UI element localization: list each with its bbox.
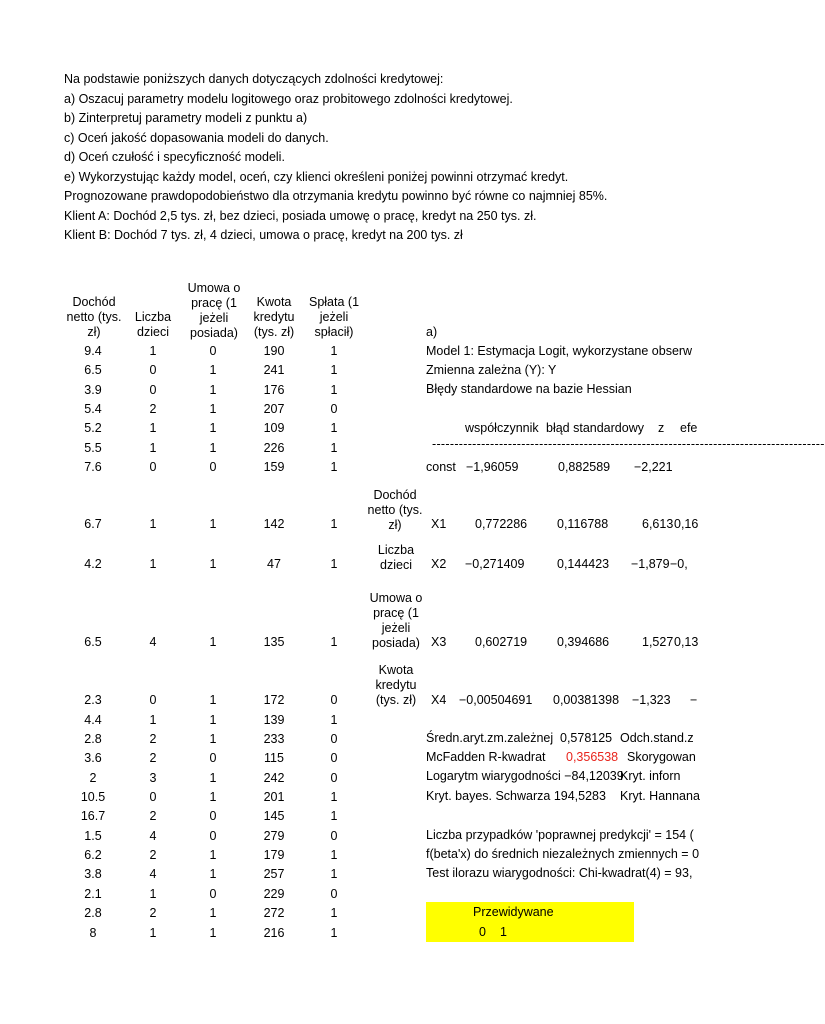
coef-const-value: −1,96059 [466,460,519,474]
table-cell: 159 [263,460,285,474]
table-cell: 216 [263,926,285,940]
table-cell: 145 [263,809,285,823]
table-cell: 4 [149,829,157,843]
table-cell: 1 [209,421,217,435]
coef-x3-se: 0,394686 [557,635,610,649]
table-cell: 1 [330,713,338,727]
table-cell: 0 [149,460,157,474]
stat-mean-value: 0,578125 [560,731,613,745]
table-cell: 1 [330,926,338,940]
coef-x3-value: 0,602719 [475,635,528,649]
intro-line: Klient A: Dochód 2,5 tys. zł, bez dzieci, posiada umowę o pracę, kredyt na 250 tys. zł. [64,208,537,223]
fbeta-line: f(beta'x) do średnich niezależnych zmiennych = 0 [426,847,700,861]
correct-predictions: Liczba przypadków 'poprawnej predykcji' = 154 ( [426,828,694,842]
coef-x1-name: X1 [431,517,447,531]
table-cell: 233 [263,732,285,746]
coef-x2-name: X2 [431,557,447,571]
model-output [426,0,825,1024]
table-cell: 257 [263,867,285,881]
table-cell: 0 [209,829,217,843]
col-coefficient: współczynnik [465,421,539,435]
table-cell: 1 [209,693,217,707]
stat-mcfadden-value: 0,356538 [566,750,619,764]
dependent-variable: Zmienna zależna (Y): Y [426,363,557,377]
intro-line: a) Oszacuj parametry modelu logitowego oraz probitowego zdolności kredytowej. [64,91,513,106]
table-cell: 6.5 [84,363,102,377]
table-cell: 1 [330,383,338,397]
coef-x1-se: 0,116788 [557,517,609,531]
label-x2: Liczba dzieci [377,543,415,572]
table-cell: 0 [149,363,157,377]
intro-line: e) Wykorzystując każdy model, oceń, czy klienci określeni poniżej powinni otrzymać kredyt. [64,169,569,184]
table-cell: 241 [263,363,285,377]
table-cell: 229 [263,887,285,901]
table-cell: 1 [330,421,338,435]
table-cell: 1 [149,517,157,531]
table-cell: 3 [149,771,157,785]
table-cell: 1 [330,906,338,920]
table-cell: 1 [330,517,338,531]
table-cell: 226 [263,441,285,455]
predicted-col-1: 1 [500,925,507,939]
table-cell: 4 [149,867,157,881]
coef-x2-se: 0,144423 [557,557,610,571]
table-cell: 10.5 [80,790,106,804]
table-cell: 135 [263,635,285,649]
coef-x4-z: −1,323 [632,693,671,707]
table-cell: 1 [149,441,157,455]
coef-x4-value: −0,00504691 [459,693,533,707]
table-cell: 0 [149,383,157,397]
table-cell: 4 [149,635,157,649]
coef-const-se: 0,882589 [558,460,611,474]
table-cell: 47 [267,557,281,571]
table-cell: 1 [209,732,217,746]
table-cell: 2 [149,402,157,416]
col-std-error: błąd standardowy [546,421,644,435]
label-x1: Dochód netto (tys. zł) [367,488,423,532]
stat-adj-label: Skorygowan [627,750,696,764]
table-cell: 176 [263,383,285,397]
intro-line: b) Zinterpretuj parametry modeli z punktu a) [64,111,308,125]
coef-const-z: −2,221 [634,460,673,474]
table-cell: 4.2 [84,557,102,571]
table-cell: 2 [89,771,97,785]
table-cell: 1 [330,635,338,649]
lr-test: Test ilorazu wiarygodności: Chi-kwadrat(4) = 93, [426,866,693,880]
table-cell: 0 [330,771,338,785]
col-effect: efe [680,421,698,435]
intro-line: Na podstawie poniższych danych dotyczących zdolności kredytowej: [64,72,444,86]
table-cell: 172 [263,693,285,707]
coef-x1-z: 6,613 [642,517,674,531]
table-cell: 0 [330,887,338,901]
coef-x1-eff: 0,16 [674,517,699,531]
table-cell: 1 [209,790,217,804]
coef-const-name: const [426,460,456,474]
table-cell: 142 [263,517,285,531]
table-cell: 207 [263,402,285,416]
table-cell: 190 [263,344,285,358]
stat-hq: Kryt. Hannana [620,789,700,803]
table-cell: 272 [263,906,285,920]
table-cell: 1 [209,635,217,649]
table-cell: 5.5 [84,441,102,455]
stat-loglik: Logarytm wiarygodności −84,12039 [426,769,624,783]
table-cell: 8 [89,926,97,940]
coef-x1-value: 0,772286 [475,517,528,531]
table-cell: 0 [330,693,338,707]
table-cell: 1.5 [84,829,102,843]
table-cell: 1 [209,926,217,940]
predicted-label: Przewidywane [473,905,554,919]
table-cell: 2.1 [84,887,102,901]
table-cell: 1 [149,887,157,901]
table-cell: 2 [149,809,157,823]
table-cell: 0 [209,460,217,474]
table-cell: 2.8 [84,732,102,746]
table-cell: 1 [330,363,338,377]
table-cell: 3.9 [84,383,102,397]
coef-x3-z: 1,527 [642,635,674,649]
table-cell: 2.3 [84,693,102,707]
intro-line: d) Oceń czułość i specyficzność modeli. [64,150,285,164]
intro-line: Klient B: Dochód 7 tys. zł, 4 dzieci, umowa o pracę, kredyt na 200 tys. zł [64,228,463,242]
coef-x3-eff: 0,13 [674,635,699,649]
separator-dashes: ---------------------------------------------------------------------------------------- [432,437,825,451]
table-cell: 0 [209,887,217,901]
table-cell: 2 [149,906,157,920]
stat-bic: Kryt. bayes. Schwarza 194,5283 [426,789,606,803]
table-cell: 1 [209,771,217,785]
table-cell: 1 [209,557,217,571]
table-cell: 1 [209,363,217,377]
table-cell: 139 [263,713,285,727]
stat-mcfadden-label: McFadden R-kwadrat [426,750,546,764]
label-x3: Umowa o pracę (1 jeżeli posiada) [369,591,423,650]
table-cell: 1 [149,344,157,358]
table-cell: 7.6 [84,460,102,474]
table-cell: 1 [209,867,217,881]
table-cell: 0 [149,693,157,707]
stat-sd-label: Odch.stand.z [620,731,694,745]
table-cell: 1 [209,402,217,416]
table-cell: 0 [330,402,338,416]
header-income: Dochód netto (tys. zł) [66,295,122,339]
table-cell: 279 [263,829,285,843]
table-cell: 1 [209,713,217,727]
coef-x2-value: −0,271409 [465,557,525,571]
table-cell: 115 [264,751,284,765]
table-cell: 242 [263,771,285,785]
table-cell: 0 [330,829,338,843]
table-cell: 1 [209,383,217,397]
table-cell: 1 [330,344,338,358]
table-cell: 1 [330,848,338,862]
header-children: Liczba dzieci [134,310,172,339]
coef-x4-eff: − [690,693,698,707]
intro-line: Prognozowane prawdopodobieństwo dla otrzymania kredytu powinno być równe co najmniej 85%. [64,189,608,203]
table-cell: 1 [209,848,217,862]
table-cell: 1 [209,441,217,455]
table-cell: 1 [209,517,217,531]
table-cell: 0 [209,344,217,358]
table-cell: 2 [149,732,157,746]
table-cell: 1 [330,809,338,823]
predicted-col-0: 0 [479,925,486,939]
table-cell: 1 [330,867,338,881]
coef-x2-z: −1,879 [631,557,670,571]
header-amount: Kwota kredytu (tys. zł) [253,295,295,339]
table-cell: 9.4 [84,344,102,358]
coef-x2-eff: −0, [670,557,688,571]
table-cell: 1 [330,557,338,571]
stat-mean-label: Średn.aryt.zm.zależnej [426,731,554,745]
header-repayment: Spłata (1 jeżeli spłacił) [308,295,360,339]
table-cell: 2 [149,848,157,862]
table-cell: 6.7 [84,517,102,531]
table-cell: 0 [209,809,217,823]
header-contract: Umowa o pracę (1 jeżeli posiada) [187,281,241,340]
table-cell: 109 [263,421,285,435]
table-cell: 1 [149,926,157,940]
table-cell: 1 [330,790,338,804]
table-cell: 3.8 [84,867,102,881]
table-cell: 1 [149,713,157,727]
table-cell: 0 [209,751,217,765]
table-cell: 201 [263,790,285,804]
table-cell: 2 [149,751,157,765]
table-cell: 6.2 [84,848,102,862]
coef-x3-name: X3 [431,635,447,649]
coef-x4-name: X4 [431,693,447,707]
table-cell: 0 [330,751,338,765]
table-cell: 6.5 [84,635,102,649]
table-cell: 179 [263,848,285,862]
table-cell: 2.8 [84,906,102,920]
col-z: z [658,421,665,435]
table-cell: 3.6 [84,751,102,765]
coef-x4-se: 0,00381398 [553,693,620,707]
table-cell: 1 [209,906,217,920]
table-cell: 4.4 [84,713,102,727]
table-cell: 0 [330,732,338,746]
stat-akaike: Kryt. inforn [620,769,681,783]
section-a-label: a) [426,325,438,339]
table-cell: 0 [149,790,157,804]
table-cell: 1 [330,460,338,474]
table-cell: 5.2 [84,421,102,435]
model-title: Model 1: Estymacja Logit, wykorzystane obserw [426,344,693,358]
table-cell: 5.4 [84,402,102,416]
label-x4: Kwota kredytu (tys. zł) [375,663,417,707]
table-cell: 1 [149,421,157,435]
table-cell: 1 [149,557,157,571]
table-cell: 1 [330,441,338,455]
standard-errors-note: Błędy standardowe na bazie Hessian [426,382,632,396]
table-cell: 16.7 [80,809,106,823]
intro-line: c) Oceń jakość dopasowania modeli do danych. [64,130,329,145]
